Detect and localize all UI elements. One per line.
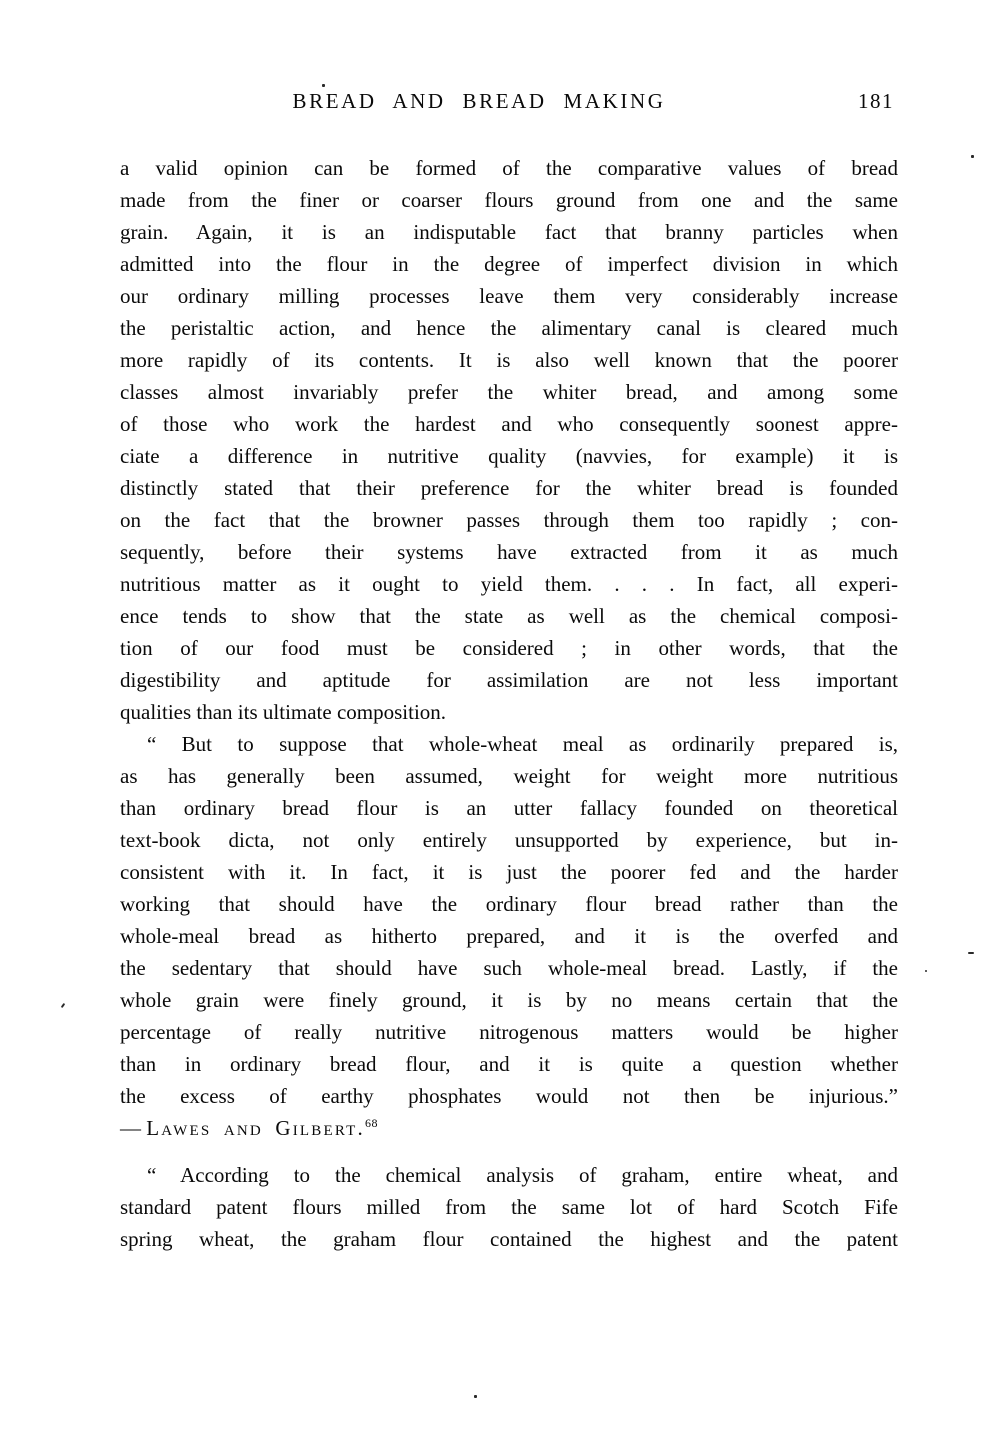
attribution-dash: —	[120, 1116, 147, 1140]
text-line: the peristaltic action, and hence the alimentary canal is cleared much	[120, 316, 898, 340]
attribution-line	[120, 1112, 898, 1144]
scan-speck	[968, 952, 974, 954]
text-line: working that should have the ordinary flour bread rather than the	[120, 892, 898, 916]
text-line: ence tends to show that the state as well as the chemical composi-	[120, 604, 898, 628]
text-line: grain. Again, it is an indisputable fact that branny particles when	[120, 220, 898, 244]
text-line: nutritious matter as it ought to yield them. . . . In fact, all experi-	[120, 572, 898, 596]
text-line: standard patent flours milled from the same lot of hard Scotch Fife	[120, 1195, 898, 1219]
scan-speck	[971, 155, 974, 158]
text-line: than in ordinary bread flour, and it is quite a question whether	[120, 1052, 898, 1076]
text-line: a valid opinion can be formed of the comparative values of bread	[120, 156, 898, 180]
text-line: of those who work the hardest and who consequently soonest appre-	[120, 412, 898, 436]
text-line: sequently, before their systems have extracted from it as much	[120, 540, 898, 564]
scan-speck	[61, 1003, 66, 1008]
paragraph-continued	[120, 152, 898, 728]
text-line: than ordinary bread flour is an utter fallacy founded on theoretical	[120, 796, 898, 820]
page-body	[120, 152, 898, 1255]
text-line: our ordinary milling processes leave them very considerably increase	[120, 284, 898, 308]
text-line: admitted into the flour in the degree of imperfect division in which	[120, 252, 898, 276]
text-line: consistent with it. In fact, it is just the poorer fed and the harder	[120, 860, 898, 884]
text-line: the excess of earthy phosphates would not then be injurious.”	[120, 1084, 898, 1108]
text-line: made from the finer or coarser flours ground from one and the same	[120, 188, 898, 212]
text-line: whole grain were finely ground, it is by no means certain that the	[120, 988, 898, 1012]
paragraph-quote-chemical-analysis	[120, 1159, 898, 1255]
text-line: “ According to the chemical analysis of graham, entire wheat, and	[147, 1163, 898, 1187]
text-line: as has generally been assumed, weight for weight more nutritious	[120, 764, 898, 788]
text-line: classes almost invariably prefer the whiter bread, and among some	[120, 380, 898, 404]
scan-speck	[322, 84, 325, 87]
page-number: 181	[858, 89, 894, 113]
footnote-reference: 68	[364, 1116, 378, 1130]
text-line: digestibility and aptitude for assimilation are not less important	[120, 668, 898, 692]
text-line: distinctly stated that their preference for the whiter bread is founded	[120, 476, 898, 500]
scan-speck	[474, 1395, 477, 1398]
text-line: ciate a difference in nutritive quality (navvies, for example) it is	[120, 444, 898, 468]
paragraph-quote-lawes-gilbert	[120, 728, 898, 1144]
scan-speck	[925, 970, 927, 972]
text-line: qualities than its ultimate composition.	[120, 700, 447, 724]
text-line: spring wheat, the graham flour contained the highest and the patent	[120, 1227, 898, 1251]
text-line: tion of our food must be considered ; in other words, that the	[120, 636, 898, 660]
text-line: text-book dicta, not only entirely unsupported by experience, but in-	[120, 828, 898, 852]
text-line: “ But to suppose that whole-wheat meal as ordinarily prepared is,	[147, 732, 898, 756]
running-header	[120, 89, 898, 115]
running-head-title: BREAD AND BREAD MAKING	[292, 89, 666, 113]
attribution-authors: Lawes and Gilbert.	[146, 1116, 365, 1140]
text-line: more rapidly of its contents. It is also well known that the poorer	[120, 348, 898, 372]
text-line: on the fact that the browner passes through them too rapidly ; con-	[120, 508, 898, 532]
text-line: percentage of really nutritive nitrogenous matters would be higher	[120, 1020, 898, 1044]
text-line: whole-meal bread as hitherto prepared, and it is the overfed and	[120, 924, 898, 948]
text-line: the sedentary that should have such whole-meal bread. Lastly, if the	[120, 956, 898, 980]
